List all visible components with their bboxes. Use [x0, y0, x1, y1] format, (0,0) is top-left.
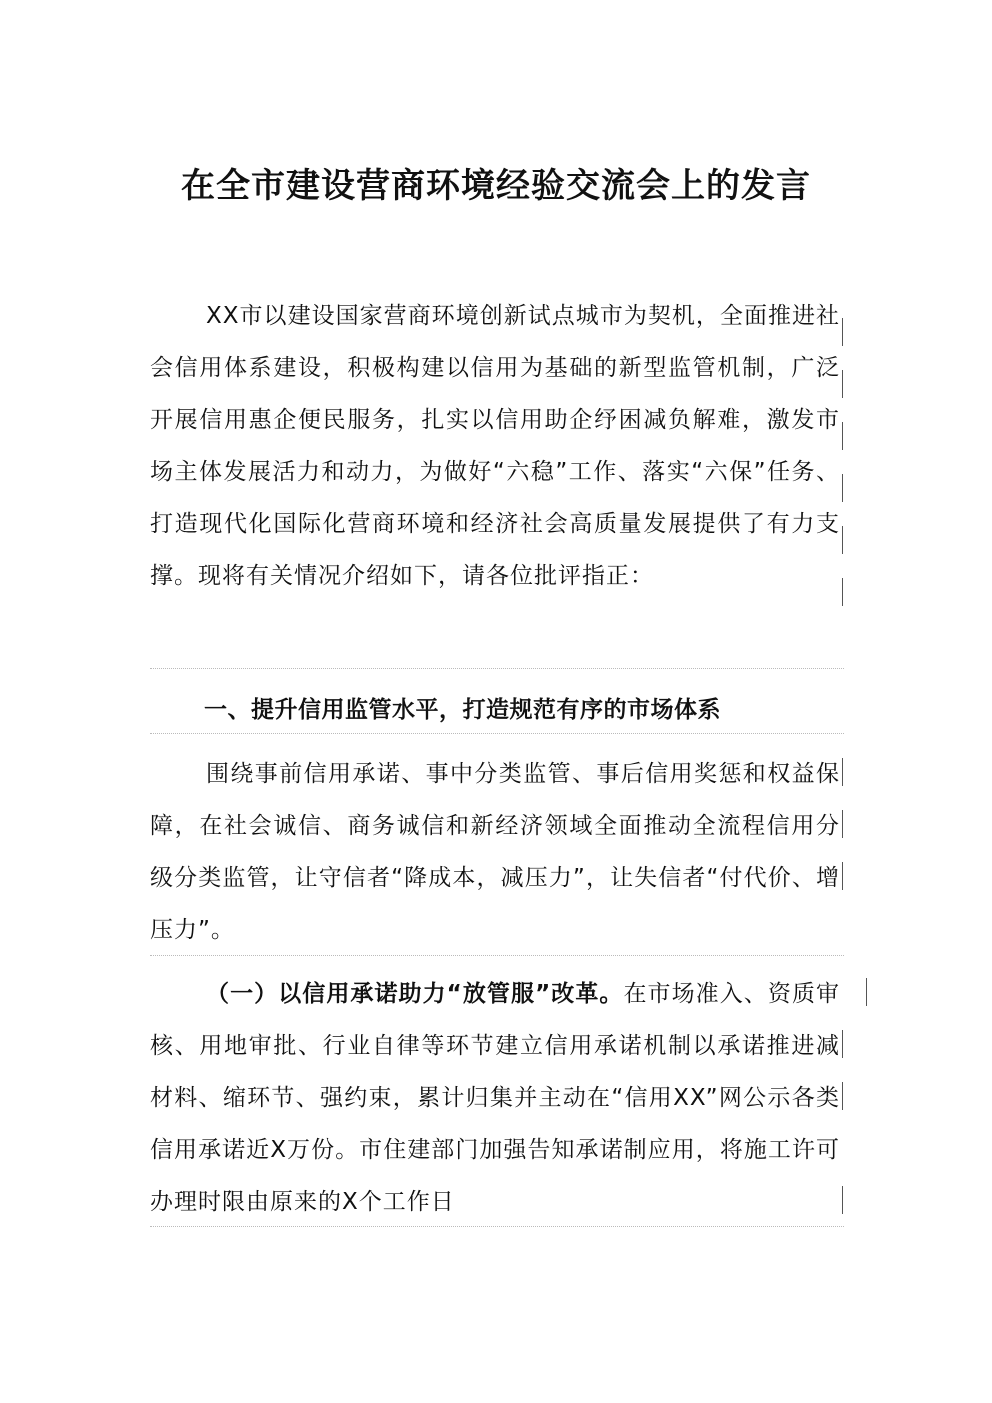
margin-marker	[842, 422, 843, 450]
subsection-paragraph	[150, 968, 840, 1228]
margin-marker	[866, 978, 867, 1006]
paragraph-separator	[150, 1226, 844, 1227]
subsection-body: 在市场准入、资质审核、用地审批、行业自律等环节建立信用承诺机制以承诺推进减材料、缩环节、强约束，累计归集并主动在“信用XX”网公示各类信用承诺近X万份。市住建部门加强告知承诺制应用，将施工许可办理时限由原来的X个工作日	[150, 981, 841, 1215]
margin-marker	[842, 318, 843, 346]
paragraph-separator	[150, 733, 844, 734]
margin-marker	[842, 862, 843, 890]
margin-marker	[842, 1030, 843, 1058]
margin-marker	[842, 1186, 843, 1214]
paragraph-separator	[150, 955, 844, 956]
margin-marker	[842, 370, 843, 398]
margin-marker	[842, 810, 843, 838]
section-body-paragraph: 围绕事前信用承诺、事中分类监管、事后信用奖惩和权益保障，在社会诚信、商务诚信和新经济领域全面推动全流程信用分级分类监管，让守信者“降成本，减压力”，让失信者“付代价、增压力”。	[150, 761, 840, 943]
margin-marker	[842, 758, 843, 786]
section-heading: 一、提升信用监管水平，打造规范有序的市场体系	[204, 697, 721, 723]
margin-marker	[842, 474, 843, 502]
intro-paragraph: XX市以建设国家营商环境创新试点城市为契机，全面推进社会信用体系建设，积极构建以信用为基础的新型监管机制，广泛开展信用惠企便民服务，扎实以信用助企纾困减负解难，激发市场主体发展活力和动力，为做好“六稳”工作、落实“六保”任务、打造现代化国际化营商环境和经济社会高质量发展提供了有力支撑。现将有关情况介绍如下，请各位批评指正：	[150, 303, 840, 589]
margin-marker	[842, 526, 843, 554]
paragraph-separator	[150, 668, 844, 669]
subsection-heading: （一）以信用承诺助力“放管服”改革。	[206, 981, 624, 1007]
margin-marker	[842, 1082, 843, 1110]
document-title: 在全市建设营商环境经验交流会上的发言	[181, 166, 811, 206]
margin-marker	[842, 578, 843, 606]
